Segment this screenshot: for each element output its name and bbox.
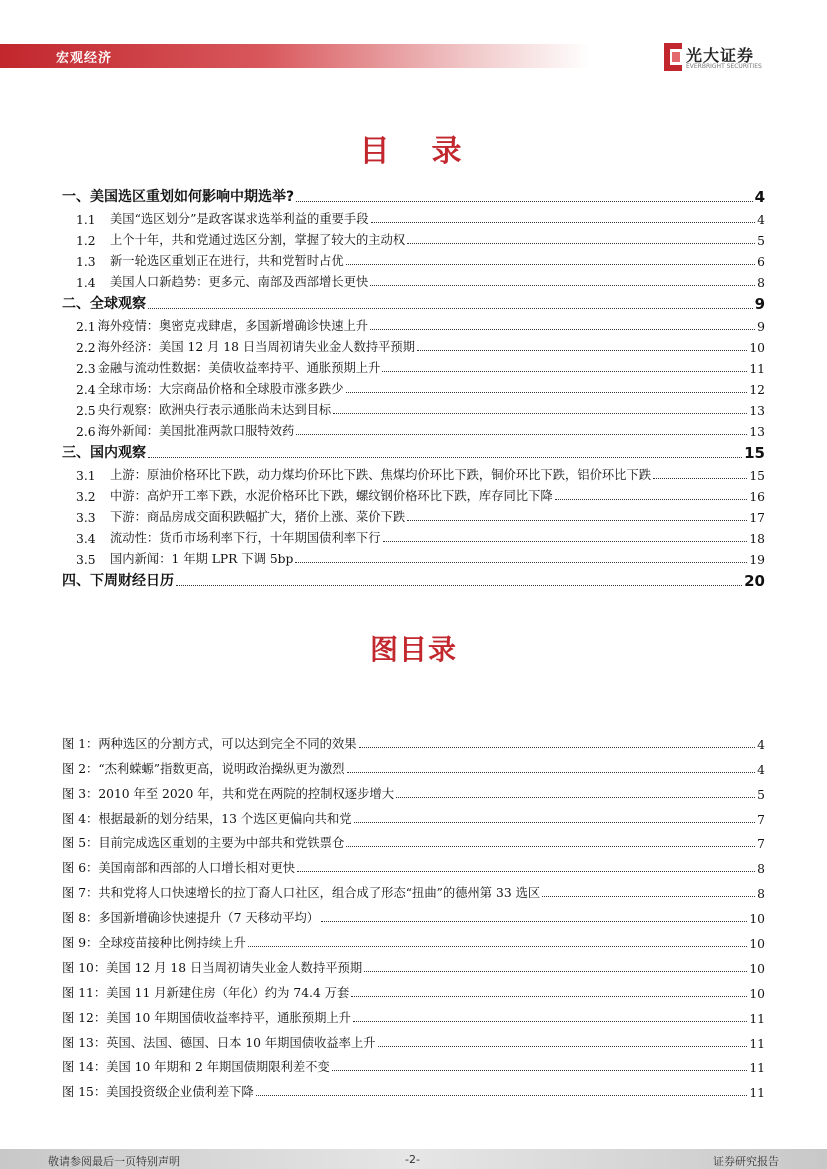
- figure-list-entry[interactable]: [62, 1026, 765, 1051]
- toc-leader-dots: [148, 308, 753, 309]
- figure-list-entry[interactable]: [62, 951, 765, 976]
- figure-entry-page: 10: [749, 961, 765, 976]
- figure-entry-page: 10: [749, 986, 765, 1001]
- figure-entry-page: 10: [749, 912, 765, 927]
- figure-entry-label: 图 6：美国南部和西部的人口增长相对更快: [62, 861, 296, 876]
- toc-entry-label: 海外新闻：美国批准两款口服特效药: [97, 424, 295, 438]
- toc-leader-dots: [346, 264, 756, 265]
- toc-entry-page: 16: [749, 490, 765, 504]
- figure-entry-page: 11: [749, 1061, 765, 1076]
- toc-section-entry[interactable]: [62, 504, 765, 525]
- figure-leader-dots: [332, 1070, 748, 1071]
- figure-leader-dots: [346, 846, 755, 847]
- brand-logo-name: 光大证券: [686, 46, 755, 65]
- toc-section-entry[interactable]: [62, 525, 765, 546]
- toc-entry-page: 19: [749, 553, 765, 567]
- toc-entry-page: 4: [757, 213, 765, 227]
- footer-page-number: -2-: [405, 1153, 420, 1166]
- toc-entry-number: 2.1: [76, 320, 96, 334]
- figure-entry-label: 图 5：目前完成选区重划的主要为中部共和党铁票仓: [62, 836, 345, 851]
- toc-section-entry[interactable]: [62, 483, 765, 504]
- toc-chapter-entry[interactable]: [62, 290, 765, 313]
- figure-entry-label: 图 3：2010 年至 2020 年，共和党在两院的控制权逐步增大: [62, 786, 394, 801]
- figure-list-entry[interactable]: [62, 1001, 765, 1026]
- figure-entry-label: 图 10：美国 12 月 18 日当周初请失业金人数持平预期: [62, 960, 363, 975]
- toc-leader-dots: [333, 413, 747, 414]
- toc-section-entry[interactable]: [62, 227, 765, 248]
- toc-chapter-entry[interactable]: [62, 439, 765, 462]
- figure-list-entry[interactable]: [62, 752, 765, 777]
- figure-entry-label: 图 1：两种选区的分割方式，可以达到完全不同的效果: [62, 736, 357, 751]
- figure-entry-page: 4: [757, 737, 765, 752]
- figure-leader-dots: [256, 1095, 748, 1096]
- toc-leader-dots: [370, 329, 755, 330]
- figure-list-entry[interactable]: [62, 1051, 765, 1076]
- toc-section-entry[interactable]: [62, 397, 765, 418]
- figure-leader-dots: [542, 896, 755, 897]
- toc-entry-page: 12: [749, 383, 765, 397]
- toc-leader-dots: [370, 285, 755, 286]
- toc-leader-dots: [176, 585, 742, 586]
- toc-leader-dots: [653, 478, 747, 479]
- toc-leader-dots: [383, 541, 748, 542]
- toc-entry-label: 美国“选区划分”是政客谋求选举利益的重要手段: [110, 212, 369, 226]
- toc-entry-page: 11: [749, 362, 765, 376]
- toc-leader-dots: [417, 350, 747, 351]
- toc-entry-page: 18: [749, 532, 765, 546]
- table-of-contents: [62, 183, 765, 590]
- toc-entry-page: 4: [754, 188, 765, 206]
- toc-section-entry[interactable]: [62, 355, 765, 376]
- toc-entry-number: 2.5: [76, 404, 96, 418]
- figure-entry-page: 11: [749, 1036, 765, 1051]
- toc-section-entry[interactable]: [62, 376, 765, 397]
- toc-entry-page: 15: [749, 469, 765, 483]
- figure-list-entry[interactable]: [62, 1075, 765, 1100]
- figure-list-entry[interactable]: [62, 777, 765, 802]
- figure-entry-page: 7: [757, 837, 765, 852]
- toc-entry-number: 3.2: [76, 490, 96, 504]
- brand-logo-subtitle: EVERBRIGHT SECURITIES: [686, 63, 762, 70]
- figure-entry-label: 图 14：美国 10 年期和 2 年期国债期限利差不变: [62, 1060, 330, 1075]
- toc-entry-label: 三、国内观察: [62, 445, 146, 461]
- figure-list-entry[interactable]: [62, 727, 765, 752]
- figure-entry-page: 5: [757, 787, 765, 802]
- toc-leader-dots: [295, 562, 747, 563]
- figure-leader-dots: [396, 797, 755, 798]
- figure-entry-page: 11: [749, 1011, 765, 1026]
- toc-chapter-entry[interactable]: [62, 567, 765, 590]
- toc-entry-number: 3.5: [76, 553, 96, 567]
- toc-leader-dots: [382, 371, 747, 372]
- figure-list-entry[interactable]: [62, 976, 765, 1001]
- figure-leader-dots: [364, 971, 747, 972]
- toc-entry-page: 17: [749, 511, 765, 525]
- toc-entry-page: 15: [744, 444, 765, 462]
- figure-list-entry[interactable]: [62, 851, 765, 876]
- toc-section-entry[interactable]: [62, 462, 765, 483]
- toc-section-entry[interactable]: [62, 269, 765, 290]
- toc-entry-page: 5: [757, 234, 765, 248]
- toc-entry-page: 10: [749, 341, 765, 355]
- figure-leader-dots: [354, 822, 756, 823]
- figure-list-entry[interactable]: [62, 802, 765, 827]
- figure-list-entry[interactable]: [62, 876, 765, 901]
- toc-entry-label: 四、下周财经日历: [62, 573, 174, 589]
- figure-entry-label: 图 2：“杰利蝾螈”指数更高，说明政治操纵更为激烈: [62, 761, 345, 776]
- toc-entry-label: 美国人口新趋势：更多元、南部及西部增长更快: [110, 275, 369, 289]
- brand-logo: [664, 43, 774, 73]
- toc-leader-dots: [407, 243, 755, 244]
- toc-entry-page: 9: [754, 295, 765, 313]
- figure-leader-dots: [359, 747, 756, 748]
- toc-entry-label: 央行观察：欧洲央行表示通胀尚未达到目标: [97, 403, 332, 417]
- figure-entry-page: 8: [757, 862, 765, 877]
- figure-leader-dots: [351, 996, 747, 997]
- toc-leader-dots: [148, 457, 742, 458]
- toc-section-entry[interactable]: [62, 334, 765, 355]
- toc-entry-number: 1.3: [76, 255, 96, 269]
- toc-entry-label: 海外经济：美国 12 月 18 日当周初请失业金人数持平预期: [97, 340, 416, 354]
- toc-chapter-entry[interactable]: [62, 183, 765, 206]
- toc-entry-number: 1.4: [76, 276, 96, 290]
- figure-entry-label: 图 4：根据最新的划分结果，13 个选区更偏向共和党: [62, 811, 352, 826]
- toc-entry-number: 1.1: [76, 213, 96, 227]
- toc-section-entry[interactable]: [62, 546, 765, 567]
- toc-entry-page: 20: [744, 572, 765, 590]
- figure-list: [62, 727, 765, 1100]
- toc-entry-number: 2.2: [76, 341, 96, 355]
- toc-entry-label: 上个十年，共和党通过选区分割，掌握了较大的主动权: [110, 233, 406, 247]
- toc-entry-label: 国内新闻：1 年期 LPR 下调 5bp: [110, 552, 294, 566]
- figure-leader-dots: [248, 946, 747, 947]
- toc-entry-label: 上游：原油价格环比下跌，动力煤均价环比下跌、焦煤均价环比下跌，铜价环比下跌，铝价环比下跌: [110, 468, 652, 482]
- toc-entry-number: 1.2: [76, 234, 96, 248]
- header-section-label: 宏观经济: [56, 51, 113, 66]
- figure-entry-label: 图 12：美国 10 年期国债收益率持平，通胀预期上升: [62, 1010, 351, 1025]
- toc-entry-number: 2.4: [76, 383, 96, 397]
- toc-section-entry[interactable]: [62, 313, 765, 334]
- figure-entry-page: 10: [749, 937, 765, 952]
- figure-entry-page: 11: [749, 1086, 765, 1101]
- toc-entry-label: 海外疫情：奥密克戎肆虐，多国新增确诊快速上升: [97, 319, 369, 333]
- toc-entry-page: 9: [757, 320, 765, 334]
- toc-entry-label: 金融与流动性数据：美债收益率持平、通胀预期上升: [97, 361, 381, 375]
- toc-entry-number: 3.1: [76, 469, 96, 483]
- figure-list-entry[interactable]: [62, 926, 765, 951]
- figure-entry-page: 4: [757, 762, 765, 777]
- figure-list-title: 图目录: [369, 633, 457, 666]
- toc-entry-label: 中游：高炉开工率下跌，水泥价格环比下跌，螺纹钢价格环比下跌，库存同比下降: [110, 489, 553, 503]
- figure-entry-label: 图 8：多国新增确诊快速提升（7 天移动平均）: [62, 911, 320, 926]
- figure-leader-dots: [321, 921, 747, 922]
- toc-leader-dots: [407, 520, 747, 521]
- figure-entry-label: 图 13：英国、法国、德国、日本 10 年期国债收益率上升: [62, 1035, 376, 1050]
- figure-entry-label: 图 15：美国投资级企业债利差下降: [62, 1085, 254, 1100]
- toc-leader-dots: [371, 222, 756, 223]
- toc-entry-label: 一、美国选区重划如何影响中期选举?: [62, 189, 295, 205]
- toc-entry-number: 2.6: [76, 425, 96, 439]
- toc-leader-dots: [346, 392, 748, 393]
- figure-entry-page: 8: [757, 887, 765, 902]
- figure-entry-label: 图 11：美国 11 月新建住房（年化）约为 74.4 万套: [62, 985, 350, 1000]
- figure-leader-dots: [353, 1021, 747, 1022]
- toc-entry-number: 3.4: [76, 532, 96, 546]
- toc-title: 目 录: [359, 134, 468, 169]
- toc-leader-dots: [296, 201, 752, 202]
- toc-entry-page: 6: [757, 255, 765, 269]
- toc-section-entry[interactable]: [62, 418, 765, 439]
- toc-entry-number: 2.3: [76, 362, 96, 376]
- figure-list-entry[interactable]: [62, 901, 765, 926]
- toc-entry-label: 流动性：货币市场利率下行，十年期国债利率下行: [110, 531, 381, 545]
- toc-entry-label: 新一轮选区重划正在进行，共和党暂时占优: [110, 254, 344, 268]
- toc-entry-page: 13: [749, 425, 765, 439]
- toc-leader-dots: [296, 434, 747, 435]
- figure-entry-label: 图 7：共和党将人口快速增长的拉丁裔人口社区，组合成了形态“扭曲”的德州第 33 选区: [62, 886, 541, 901]
- footer-report-type: 证券研究报告: [713, 1155, 779, 1168]
- toc-entry-page: 13: [749, 404, 765, 418]
- figure-leader-dots: [297, 871, 755, 872]
- toc-entry-label: 下游：商品房成交面积跌幅扩大，猪价上涨、菜价下跌: [110, 510, 406, 524]
- footer-disclaimer: 敬请参阅最后一页特别声明: [48, 1155, 180, 1168]
- figure-list-entry[interactable]: [62, 827, 765, 852]
- toc-entry-number: 3.3: [76, 511, 96, 525]
- toc-section-entry[interactable]: [62, 206, 765, 227]
- toc-entry-label: 全球市场：大宗商品价格和全球股市涨多跌少: [97, 382, 344, 396]
- figure-leader-dots: [347, 772, 756, 773]
- toc-entry-page: 8: [757, 276, 765, 290]
- figure-entry-label: 图 9：全球疫苗接种比例持续上升: [62, 936, 246, 951]
- toc-leader-dots: [555, 499, 748, 500]
- footer-bar: [0, 1149, 827, 1169]
- figure-leader-dots: [378, 1046, 748, 1047]
- brand-logo-icon: [664, 43, 682, 71]
- toc-entry-label: 二、全球观察: [62, 296, 146, 312]
- toc-section-entry[interactable]: [62, 248, 765, 269]
- figure-entry-page: 7: [757, 812, 765, 827]
